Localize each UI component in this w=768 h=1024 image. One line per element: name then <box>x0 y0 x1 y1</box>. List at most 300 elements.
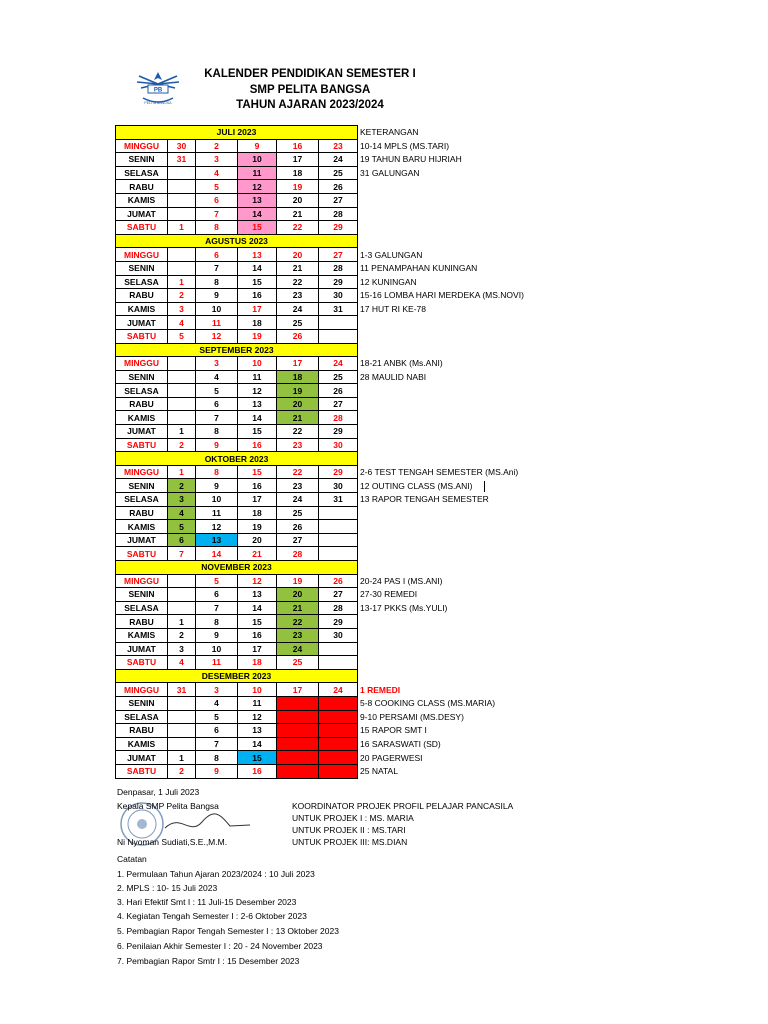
coordinator-project-3: UNTUK PROJEK III: MS.DIAN <box>292 837 408 847</box>
week-day-row <box>116 642 558 656</box>
date-cell: 30 <box>319 289 358 303</box>
note-text <box>358 180 558 194</box>
date-cell: 15 <box>238 425 277 439</box>
date-cell: 7 <box>196 737 238 751</box>
date-cell: 9 <box>196 628 238 642</box>
date-cell: 10 <box>238 683 277 697</box>
date-cell: 16 <box>277 139 319 153</box>
date-cell: 22 <box>277 221 319 235</box>
week-day-row <box>116 588 558 602</box>
date-cell <box>168 397 196 411</box>
week-day-row <box>116 506 558 520</box>
day-name: SELASA <box>116 384 168 398</box>
week-day-row <box>116 574 558 588</box>
note-item: 7. Pembagian Rapor Smtr I : 15 Desember 2023 <box>117 956 300 966</box>
week-day-row <box>116 710 558 724</box>
date-cell: 14 <box>196 547 238 561</box>
note-text <box>358 561 558 575</box>
date-cell: 22 <box>277 751 319 765</box>
coordinator-title: KOORDINATOR PROJEK PROFIL PELAJAR PANCASILA <box>292 801 514 811</box>
day-name: MINGGU <box>116 574 168 588</box>
date-cell: 21 <box>277 411 319 425</box>
date-cell: 28 <box>319 737 358 751</box>
week-day-row <box>116 601 558 615</box>
note-text <box>358 452 558 466</box>
date-cell: 27 <box>319 193 358 207</box>
month-name: JULI 2023 <box>116 126 358 140</box>
date-cell: 3 <box>168 302 196 316</box>
month-header-row <box>116 343 558 357</box>
day-name: SENIN <box>116 370 168 384</box>
note-text: 27-30 REMEDI <box>360 589 418 600</box>
date-cell: 4 <box>168 316 196 330</box>
date-cell: 3 <box>168 493 196 507</box>
date-cell: 14 <box>238 737 277 751</box>
day-name: RABU <box>116 397 168 411</box>
date-cell: 21 <box>277 601 319 615</box>
note-text: 12 KUNINGAN <box>360 276 417 287</box>
note-text <box>358 438 558 452</box>
date-cell: 8 <box>196 465 238 479</box>
date-cell: 7 <box>196 601 238 615</box>
date-cell: 3 <box>196 683 238 697</box>
date-cell: 1 <box>168 615 196 629</box>
notes-label: Catatan <box>117 854 147 864</box>
day-name: SENIN <box>116 696 168 710</box>
date-cell: 20 <box>238 533 277 547</box>
day-name: KAMIS <box>116 411 168 425</box>
date-cell: 5 <box>196 180 238 194</box>
note-text: 13 RAPOR TENGAH SEMESTER <box>360 494 489 505</box>
date-cell: 10 <box>196 493 238 507</box>
note-text <box>358 329 558 343</box>
day-name: JUMAT <box>116 425 168 439</box>
date-cell: 30 <box>319 764 358 778</box>
date-cell <box>168 601 196 615</box>
month-name: DESEMBER 2023 <box>116 669 358 683</box>
note-item: 5. Pembagian Rapor Tengah Semester I : 13 Oktober 2023 <box>117 926 339 936</box>
date-cell: 31 <box>319 493 358 507</box>
date-cell: 10 <box>238 153 277 167</box>
date-cell: 12 <box>238 384 277 398</box>
week-day-row <box>116 547 558 561</box>
note-text: 9-10 PERSAMI (MS.DESY) <box>360 711 464 722</box>
note-text <box>358 628 558 642</box>
note-text: 20-24 PAS I (MS.ANI) <box>360 575 443 586</box>
week-day-row <box>116 438 558 452</box>
note-text: 17 HUT RI KE-78 <box>360 304 426 315</box>
date-cell: 10 <box>238 357 277 371</box>
date-cell: 19 <box>277 574 319 588</box>
date-cell: 22 <box>277 425 319 439</box>
month-name: OKTOBER 2023 <box>116 452 358 466</box>
date-cell: 27 <box>319 397 358 411</box>
date-cell: 8 <box>196 751 238 765</box>
date-cell <box>319 533 358 547</box>
date-cell: 17 <box>277 153 319 167</box>
note-text: KETERANGAN <box>360 127 419 138</box>
week-day-row <box>116 493 558 507</box>
week-day-row <box>116 683 558 697</box>
week-day-row <box>116 207 558 221</box>
note-text: 19 TAHUN BARU HIJRIAH <box>360 154 462 165</box>
date-cell: 18 <box>277 370 319 384</box>
date-cell <box>168 588 196 602</box>
week-day-row <box>116 615 558 629</box>
date-cell: 29 <box>319 615 358 629</box>
date-cell <box>319 329 358 343</box>
date-cell: 24 <box>319 683 358 697</box>
date-cell: 6 <box>168 533 196 547</box>
date-cell: 27 <box>319 724 358 738</box>
date-cell <box>168 724 196 738</box>
date-cell: 16 <box>238 438 277 452</box>
note-text <box>358 343 558 357</box>
date-cell: 22 <box>277 465 319 479</box>
note-text <box>358 207 558 221</box>
date-cell: 14 <box>238 207 277 221</box>
note-text: 1-3 GALUNGAN <box>360 249 423 260</box>
week-day-row <box>116 628 558 642</box>
week-day-row <box>116 221 558 235</box>
date-cell <box>168 166 196 180</box>
date-cell: 29 <box>319 425 358 439</box>
date-cell: 2 <box>168 289 196 303</box>
month-header-row <box>116 126 558 140</box>
date-cell: 13 <box>238 588 277 602</box>
date-cell: 29 <box>319 221 358 235</box>
note-text <box>358 642 558 656</box>
date-cell: 2 <box>168 438 196 452</box>
date-cell: 12 <box>238 574 277 588</box>
date-cell: 15 <box>238 615 277 629</box>
note-text <box>358 533 558 547</box>
date-cell: 13 <box>238 248 277 262</box>
date-cell: 13 <box>238 724 277 738</box>
date-cell: 4 <box>168 506 196 520</box>
date-cell: 13 <box>238 397 277 411</box>
date-cell: 15 <box>238 751 277 765</box>
date-cell: 26 <box>319 180 358 194</box>
date-cell: 28 <box>277 547 319 561</box>
date-cell: 23 <box>277 438 319 452</box>
place-date: Denpasar, 1 Juli 2023 <box>117 787 200 797</box>
date-cell: 5 <box>168 329 196 343</box>
day-name: SELASA <box>116 275 168 289</box>
day-name: KAMIS <box>116 302 168 316</box>
date-cell: 23 <box>277 479 319 493</box>
date-cell: 12 <box>196 329 238 343</box>
date-cell: 12 <box>238 710 277 724</box>
date-cell: 17 <box>238 642 277 656</box>
note-text: 15-16 LOMBA HARI MERDEKA (MS.NOVI) <box>360 290 524 301</box>
date-cell: 23 <box>277 628 319 642</box>
date-cell: 2 <box>168 479 196 493</box>
school-emblem-icon <box>133 68 183 108</box>
date-cell: 20 <box>277 193 319 207</box>
day-name: JUMAT <box>116 751 168 765</box>
signature-icon <box>160 808 255 838</box>
date-cell: 10 <box>196 302 238 316</box>
week-day-row <box>116 724 558 738</box>
day-name: JUMAT <box>116 316 168 330</box>
date-cell: 17 <box>238 302 277 316</box>
date-cell: 8 <box>196 275 238 289</box>
date-cell: 6 <box>196 724 238 738</box>
coordinator-project-1: UNTUK PROJEK I : MS. MARIA <box>292 813 414 823</box>
date-cell: 25 <box>277 506 319 520</box>
month-header-row <box>116 234 558 248</box>
date-cell: 11 <box>238 370 277 384</box>
month-header-row <box>116 669 558 683</box>
date-cell: 26 <box>277 520 319 534</box>
date-cell: 24 <box>277 493 319 507</box>
day-name: MINGGU <box>116 683 168 697</box>
week-day-row <box>116 533 558 547</box>
calendar-title: KALENDER PENDIDIKAN SEMESTER I <box>204 68 416 80</box>
date-cell: 25 <box>319 166 358 180</box>
date-cell: 11 <box>196 656 238 670</box>
date-cell: 17 <box>277 357 319 371</box>
month-header-row <box>116 452 558 466</box>
day-name: SABTU <box>116 221 168 235</box>
note-text: 16 SARASWATI (SD) <box>360 739 441 750</box>
note-text: 2-6 TEST TENGAH SEMESTER (MS.Ani) <box>360 467 519 478</box>
day-name: MINGGU <box>116 465 168 479</box>
date-cell: 6 <box>196 588 238 602</box>
week-day-row <box>116 411 558 425</box>
date-cell: 18 <box>238 316 277 330</box>
date-cell: 14 <box>238 411 277 425</box>
day-name: KAMIS <box>116 737 168 751</box>
week-day-row <box>116 397 558 411</box>
calendar-table <box>115 125 558 779</box>
day-name: SABTU <box>116 547 168 561</box>
date-cell: 29 <box>319 275 358 289</box>
date-cell: 10 <box>196 642 238 656</box>
date-cell <box>168 384 196 398</box>
date-cell: 28 <box>319 261 358 275</box>
date-cell: 3 <box>196 153 238 167</box>
date-cell: 17 <box>238 493 277 507</box>
date-cell: 3 <box>196 357 238 371</box>
week-day-row <box>116 166 558 180</box>
date-cell: 21 <box>277 207 319 221</box>
week-day-row <box>116 764 558 778</box>
note-text: 12 OUTING CLASS (MS.ANI) <box>358 479 558 493</box>
day-name: MINGGU <box>116 357 168 371</box>
date-cell: 24 <box>319 357 358 371</box>
week-day-row <box>116 696 558 710</box>
date-cell: 16 <box>238 289 277 303</box>
day-name: SELASA <box>116 710 168 724</box>
date-cell: 18 <box>277 696 319 710</box>
date-cell: 5 <box>168 520 196 534</box>
date-cell: 22 <box>277 615 319 629</box>
date-cell: 30 <box>319 628 358 642</box>
date-cell: 31 <box>168 683 196 697</box>
date-cell <box>168 710 196 724</box>
note-text <box>358 316 558 330</box>
date-cell: 6 <box>196 248 238 262</box>
week-day-row <box>116 656 558 670</box>
date-cell: 16 <box>238 479 277 493</box>
date-cell: 2 <box>196 139 238 153</box>
note-text: 10-14 MPLS (MS.TARI) <box>360 140 450 151</box>
date-cell: 18 <box>277 166 319 180</box>
date-cell: 4 <box>196 696 238 710</box>
date-cell: 25 <box>277 656 319 670</box>
date-cell: 18 <box>238 656 277 670</box>
date-cell: 26 <box>319 384 358 398</box>
note-text: 15 RAPOR SMT I <box>360 725 427 736</box>
day-name: SABTU <box>116 329 168 343</box>
day-name: MINGGU <box>116 248 168 262</box>
date-cell: 29 <box>319 465 358 479</box>
note-text: 28 MAULID NABI <box>360 371 427 382</box>
date-cell: 30 <box>319 438 358 452</box>
school-name: SMP PELITA BANGSA <box>249 84 371 96</box>
date-cell: 23 <box>277 289 319 303</box>
date-cell: 11 <box>196 316 238 330</box>
date-cell <box>319 316 358 330</box>
week-day-row <box>116 275 558 289</box>
date-cell: 5 <box>196 574 238 588</box>
date-cell: 7 <box>196 207 238 221</box>
date-cell: 20 <box>277 588 319 602</box>
note-text <box>358 615 558 629</box>
date-cell: 1 <box>168 751 196 765</box>
date-cell: 24 <box>319 153 358 167</box>
date-cell: 5 <box>196 710 238 724</box>
date-cell: 19 <box>238 329 277 343</box>
text-cursor <box>484 481 485 492</box>
principal-title: Kepala SMP Pelita Bangsa <box>117 801 219 811</box>
note-text <box>358 547 558 561</box>
day-name: JUMAT <box>116 642 168 656</box>
month-name: NOVEMBER 2023 <box>116 561 358 575</box>
day-name: RABU <box>116 724 168 738</box>
date-cell <box>168 411 196 425</box>
week-day-row <box>116 425 558 439</box>
date-cell <box>319 642 358 656</box>
date-cell: 30 <box>319 479 358 493</box>
date-cell: 19 <box>277 384 319 398</box>
date-cell <box>319 520 358 534</box>
date-cell: 7 <box>196 261 238 275</box>
note-text <box>358 397 558 411</box>
date-cell: 14 <box>238 261 277 275</box>
month-header-row <box>116 561 558 575</box>
date-cell <box>168 180 196 194</box>
date-cell: 15 <box>238 275 277 289</box>
date-cell: 20 <box>277 397 319 411</box>
date-cell: 7 <box>168 547 196 561</box>
date-cell <box>319 656 358 670</box>
month-name: AGUSTUS 2023 <box>116 234 358 248</box>
month-name: SEPTEMBER 2023 <box>116 343 358 357</box>
date-cell: 25 <box>319 696 358 710</box>
date-cell: 4 <box>196 370 238 384</box>
week-day-row <box>116 261 558 275</box>
day-name: SABTU <box>116 656 168 670</box>
note-text: 11 PENAMPAHAN KUNINGAN <box>360 263 478 274</box>
svg-text:PB: PB <box>153 87 163 94</box>
note-item: 2. MPLS : 10- 15 Juli 2023 <box>117 883 218 893</box>
date-cell: 27 <box>277 533 319 547</box>
date-cell: 23 <box>319 139 358 153</box>
date-cell: 31 <box>319 302 358 316</box>
date-cell: 6 <box>196 193 238 207</box>
date-cell <box>319 547 358 561</box>
day-name: SABTU <box>116 438 168 452</box>
date-cell: 27 <box>319 588 358 602</box>
day-name: KAMIS <box>116 628 168 642</box>
day-name: SELASA <box>116 601 168 615</box>
note-text: 25 NATAL <box>360 766 398 777</box>
date-cell: 11 <box>238 696 277 710</box>
week-day-row <box>116 248 558 262</box>
date-cell: 21 <box>238 547 277 561</box>
day-name: RABU <box>116 180 168 194</box>
date-cell <box>168 193 196 207</box>
date-cell: 23 <box>277 764 319 778</box>
date-cell: 1 <box>168 465 196 479</box>
academic-year: TAHUN AJARAN 2023/2024 <box>236 99 384 111</box>
week-day-row <box>116 329 558 343</box>
date-cell: 9 <box>196 479 238 493</box>
day-name: SELASA <box>116 493 168 507</box>
date-cell: 13 <box>196 533 238 547</box>
date-cell: 6 <box>196 397 238 411</box>
date-cell <box>168 248 196 262</box>
week-day-row <box>116 370 558 384</box>
date-cell: 3 <box>168 642 196 656</box>
date-cell: 8 <box>196 425 238 439</box>
date-cell: 29 <box>319 751 358 765</box>
date-cell <box>168 207 196 221</box>
date-cell: 1 <box>168 275 196 289</box>
day-name: KAMIS <box>116 520 168 534</box>
date-cell: 1 <box>168 221 196 235</box>
date-cell: 9 <box>196 764 238 778</box>
note-text: 31 GALUNGAN <box>360 168 420 179</box>
date-cell <box>168 357 196 371</box>
day-name: SABTU <box>116 764 168 778</box>
day-name: RABU <box>116 615 168 629</box>
date-cell: 21 <box>277 737 319 751</box>
date-cell: 30 <box>168 139 196 153</box>
date-cell: 28 <box>319 601 358 615</box>
note-text: 1 REMEDI <box>360 684 401 695</box>
week-day-row <box>116 751 558 765</box>
date-cell: 19 <box>277 710 319 724</box>
date-cell: 19 <box>277 180 319 194</box>
week-day-row <box>116 737 558 751</box>
week-day-row <box>116 302 558 316</box>
date-cell <box>168 737 196 751</box>
day-name: JUMAT <box>116 533 168 547</box>
date-cell: 7 <box>196 411 238 425</box>
date-cell: 28 <box>319 207 358 221</box>
note-text <box>358 193 558 207</box>
date-cell: 14 <box>238 601 277 615</box>
date-cell: 17 <box>277 683 319 697</box>
week-day-row <box>116 357 558 371</box>
principal-name: Ni Nyoman Sudiati,S.E.,M.M. <box>117 837 228 847</box>
note-text <box>358 411 558 425</box>
date-cell: 15 <box>238 465 277 479</box>
